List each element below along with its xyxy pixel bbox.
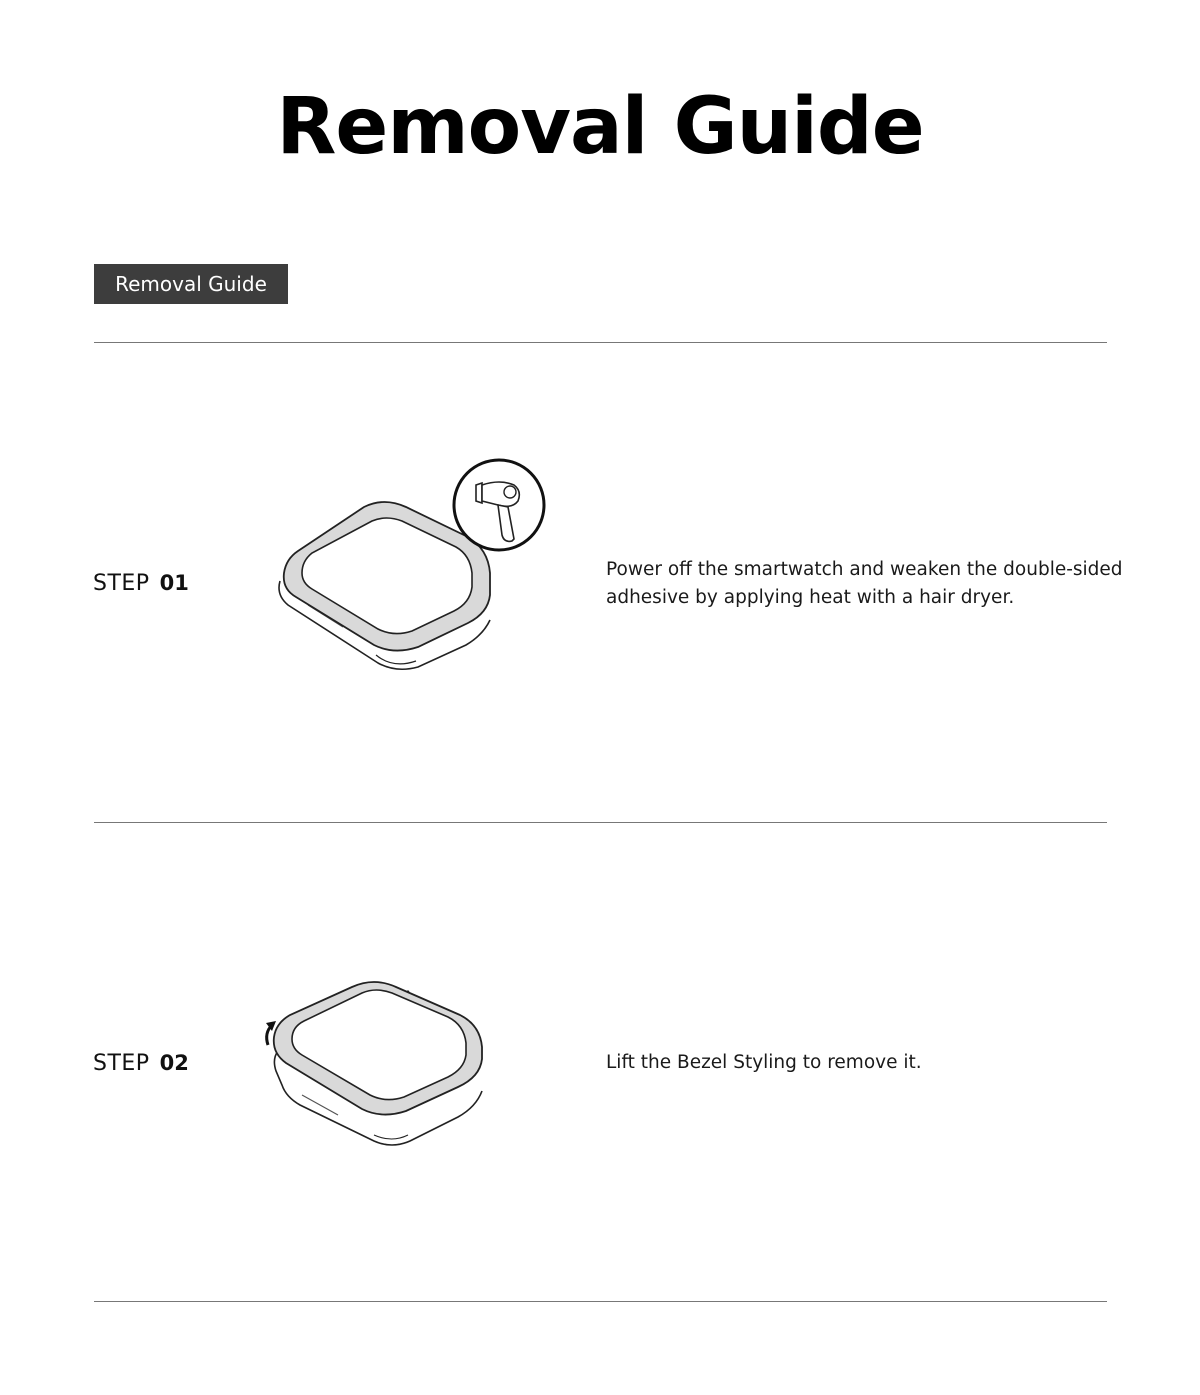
step-2-text: Lift the Bezel Styling to remove it. [606,1052,922,1073]
step-2-word: STEP [93,1051,150,1076]
divider-top [94,342,1107,343]
step-2-label [93,1050,189,1077]
page-title: Removal Guide [276,82,924,172]
divider-bottom [94,1301,1107,1302]
smartwatch-icon [268,455,558,680]
step-1-number: 01 [159,571,189,595]
hair-dryer-icon [454,460,544,550]
smartwatch-bezel-icon [258,975,498,1155]
step-1-text: Power off the smartwatch and weaken the double-sided adhesive by applying heat with a hair dryer. [606,559,1123,608]
step-1-label [93,570,189,597]
step-1-word: STEP [93,571,150,596]
step-2-number: 02 [159,1051,189,1075]
section-badge: Removal Guide [94,264,288,304]
divider-middle [94,822,1107,823]
